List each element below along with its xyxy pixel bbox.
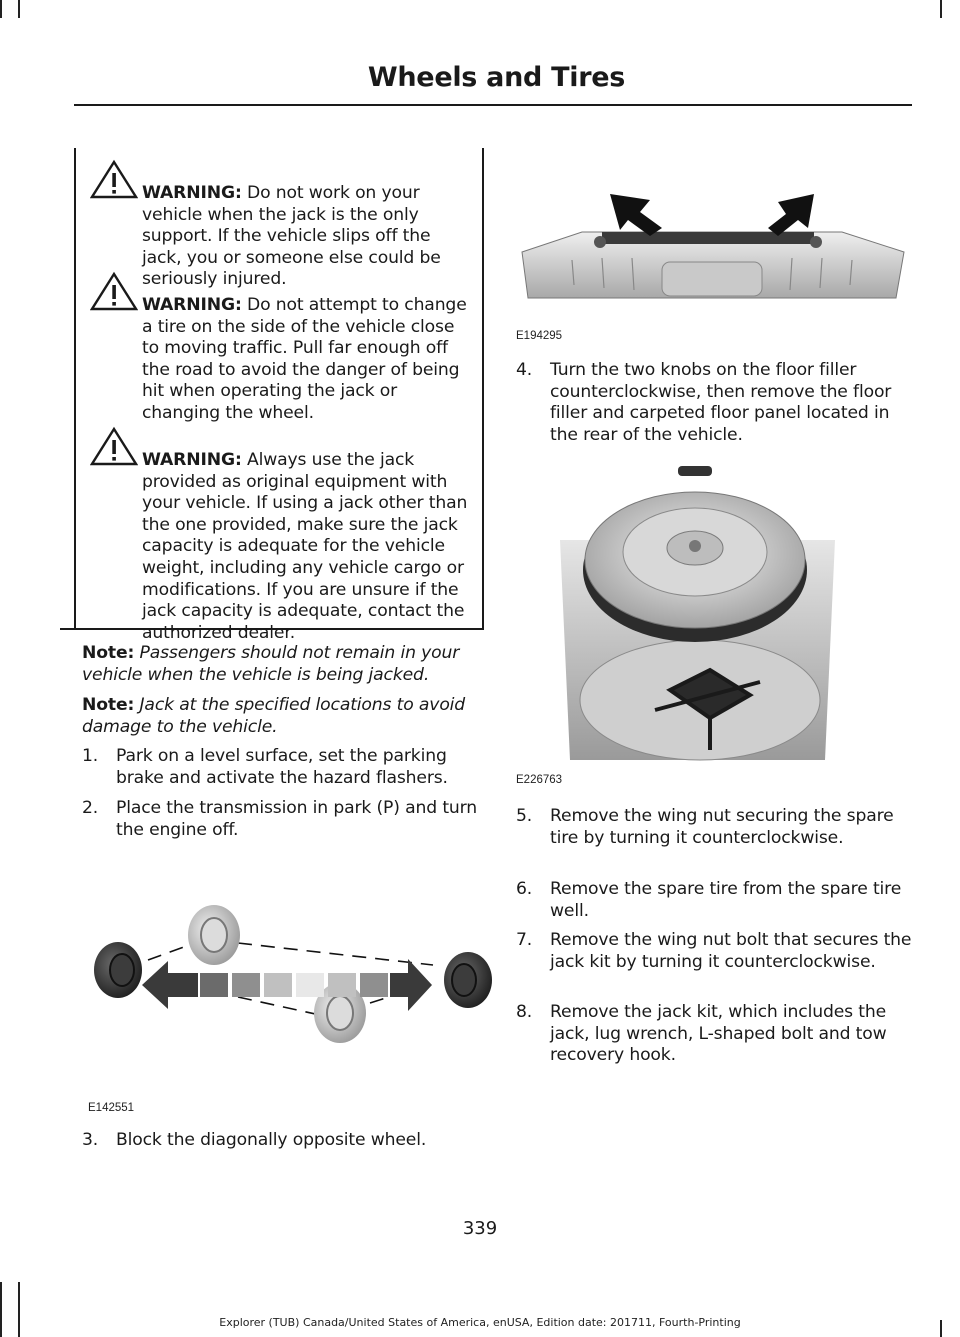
step-8 <box>516 1002 916 1067</box>
note-text: Passengers should not remain in your vehicle when the vehicle is being jacked. <box>82 643 460 685</box>
step-text: Remove the wing nut bolt that secures the jack kit by turning it counterclockwise. <box>550 930 912 972</box>
step-number: 2. <box>82 798 99 818</box>
wheel-blocking-illustration <box>88 895 498 1065</box>
step-text: Turn the two knobs on the floor filler counterclockwise, then remove the floor filler and carpeted floor panel located in the rear of the vehicle. <box>550 360 892 445</box>
figure-code: E142551 <box>88 1102 135 1114</box>
step-text: Place the transmission in park (P) and turn the engine off. <box>116 798 478 840</box>
note-2 <box>82 695 478 738</box>
warning-text: Do not work on your vehicle when the jack is the only support. If the vehicle slips off the jack, you or someone else could be seriously injured. <box>142 183 441 290</box>
front-right-tire <box>444 952 492 1008</box>
step-number: 1. <box>82 746 99 766</box>
step-4 <box>516 360 916 446</box>
knob-arrow-right <box>768 194 814 236</box>
note-label: Note: <box>82 643 135 663</box>
step-number: 7. <box>516 930 533 950</box>
warning-2 <box>82 295 474 425</box>
step-text: Remove the wing nut securing the spare tire by turning it counterclockwise. <box>550 806 894 848</box>
step-text: Remove the spare tire from the spare tire well. <box>550 879 902 921</box>
step-text: Block the diagonally opposite wheel. <box>116 1130 427 1150</box>
floor-filler-illustration <box>512 180 912 315</box>
crop-mark <box>940 0 942 18</box>
step-text: Remove the jack kit, which includes the jack, lug wrench, L-shaped bolt and tow recovery hook. <box>550 1002 887 1066</box>
warning-label: WARNING: <box>142 450 242 470</box>
header-divider <box>74 104 912 106</box>
crop-mark <box>0 0 2 18</box>
step-3 <box>82 1130 482 1152</box>
warning-box-edge <box>74 148 76 630</box>
crop-mark <box>18 0 20 18</box>
page-title: Wheels and Tires <box>367 62 625 93</box>
step-number: 6. <box>516 879 533 899</box>
warning-text: Do not attempt to change a tire on the side of the vehicle close to moving traffic. Pull far enough off the road to avoid the danger of being hit when operating the jack or changing the wheel. <box>142 295 467 423</box>
spare-tire-illustration <box>560 460 835 765</box>
step-number: 8. <box>516 1002 533 1022</box>
knob-arrow-left <box>610 194 662 236</box>
step-7 <box>516 930 916 973</box>
footer-text: Explorer (TUB) Canada/United States of America, enUSA, Edition date: 201711, Fourth-Printing <box>219 1316 741 1329</box>
figure-code: E226763 <box>516 774 563 786</box>
step-5 <box>516 806 916 849</box>
warning-3 <box>82 450 474 644</box>
note-label: Note: <box>82 695 135 715</box>
front-left-tire <box>188 905 240 965</box>
warning-text: Always use the jack provided as original equipment with your vehicle. If using a jack other than the one provided, make sure the jack capacity is adequate for the vehicle weight, including any vehicle cargo or modifications. If you are unsure if the jack capacity is adequate, contact the authorized dealer. <box>142 450 468 643</box>
warning-1 <box>82 183 474 291</box>
rear-left-tire <box>94 942 142 998</box>
note-1 <box>82 643 478 686</box>
warning-label: WARNING: <box>142 183 242 203</box>
note-text: Jack at the specified locations to avoid damage to the vehicle. <box>82 695 466 737</box>
step-number: 4. <box>516 360 533 380</box>
step-number: 5. <box>516 806 533 826</box>
spare-tire <box>583 492 807 642</box>
step-number: 3. <box>82 1130 99 1150</box>
step-2 <box>82 798 482 841</box>
warning-label: WARNING: <box>142 295 242 315</box>
warning-triangle-icon <box>90 271 138 311</box>
page-number: 339 <box>462 1218 498 1239</box>
figure-code: E194295 <box>516 330 563 342</box>
step-text: Park on a level surface, set the parking brake and activate the hazard flashers. <box>116 746 448 788</box>
warning-triangle-icon <box>90 426 138 466</box>
warning-triangle-icon <box>90 159 138 199</box>
wing-nut <box>678 466 712 476</box>
vehicle-direction-arrow <box>142 959 432 1011</box>
step-6 <box>516 879 916 922</box>
step-1 <box>82 746 482 789</box>
